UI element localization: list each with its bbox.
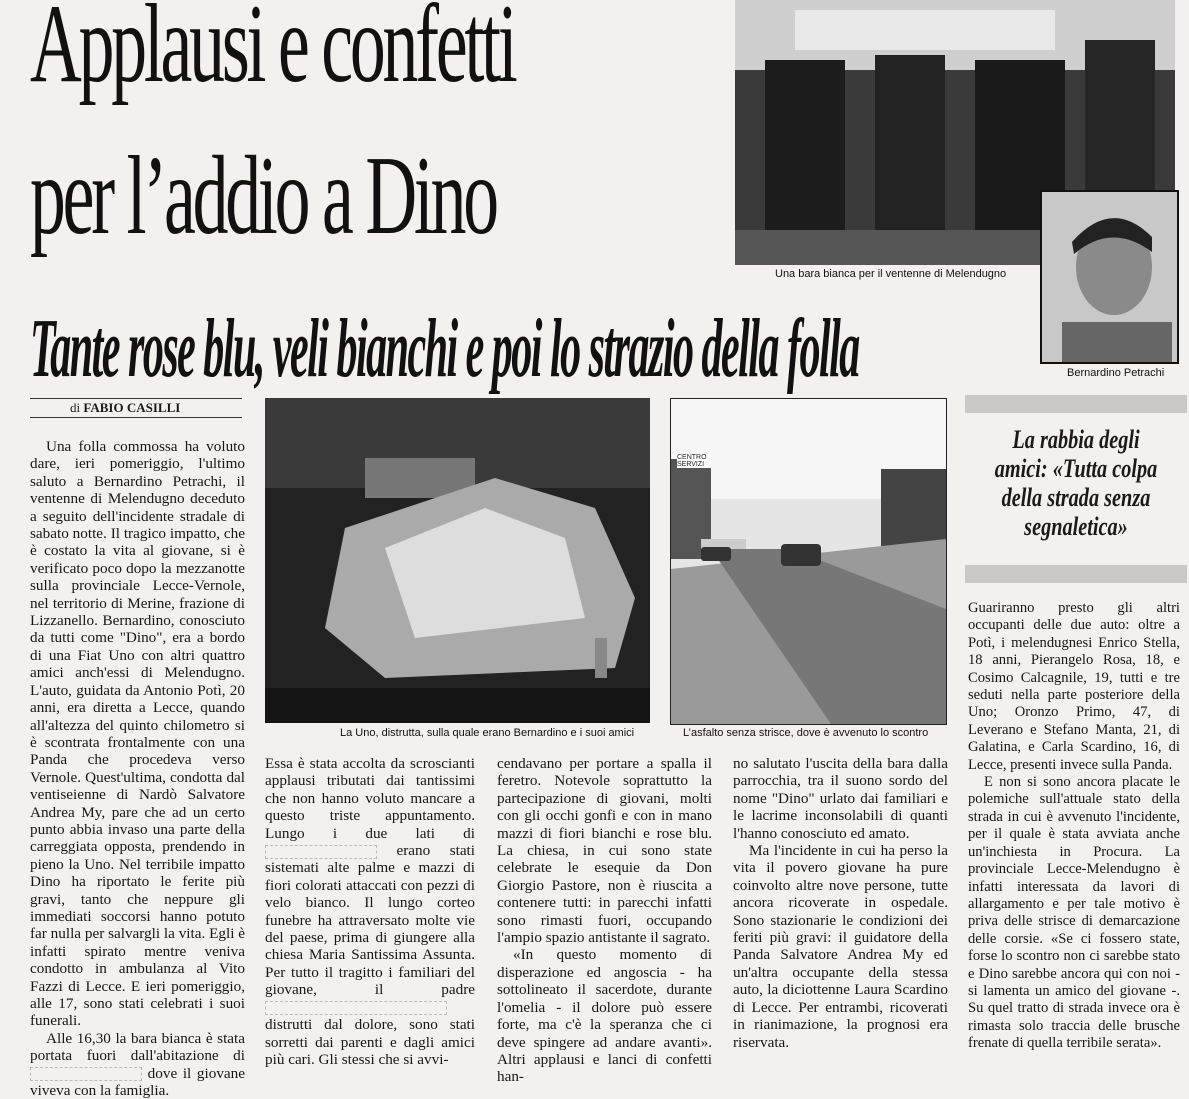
col3-paragraph-2: «In questo momento di disperazione ed angoscia - ha sottolineato il sacerdote, durante l'omelia - il dolore può essere forte, ma c'è la speranza che ci deve spingere ad andare avanti». Altri applausi e lanci di confetti han- — [497, 946, 712, 1086]
sidebar-box — [965, 395, 1187, 585]
sidebar-body — [968, 600, 1180, 1053]
sidebar-paragraph-1: Guariranno presto gli altri occupanti delle due auto: oltre a Potì, i melendugnesi Enrico Stella, 18 anni, Pierangelo Rosa, 18, e Cosimo Calcagnile, 19, tutti e tre seduti nella parte posteriore della Uno; Oronzo Primo, 47, di Leverano e Stefano Manta, 21, di Galatina, e Carla Scardino, 16, di Lecce, presenti invece sulla Panda. — [968, 600, 1180, 773]
article-column-4 — [733, 755, 948, 1051]
car-caption: La Uno, distrutta, sulla quale erano Bernardino e i suoi amici — [340, 727, 635, 739]
article-column-3 — [497, 755, 712, 1086]
subheadline: Tante rose blu, veli bianchi e poi lo strazio della folla — [30, 302, 859, 395]
col1-paragraph-2 — [30, 1030, 245, 1099]
col1-p2-part-a: Alle 16,30 la bara bianca è stata portata fuori dall'abitazione di — [30, 1029, 245, 1065]
road-caption: L’asfalto senza strisce, dove è avvenuto lo scontro — [683, 727, 929, 739]
headline-line-1: Applausi e confetti — [30, 0, 515, 106]
article-column-1 — [30, 438, 245, 1099]
road-photo-image — [671, 399, 946, 724]
redacted-address — [30, 1067, 142, 1081]
col2-part-a: Essa è stata accolta da scroscianti applausi tributati dai tantissimi che non hanno voluto mancare a questo triste appuntamento. Lungo i due lati di — [265, 755, 475, 842]
col4-paragraph-2: Ma l'incidente in cui ha perso la vita il povero giovane ha pure coinvolto altre nove persone, tutte ancora ricoverate in ospedale. Sono stazionarie le condizioni dei feriti più gravi: il guidatore della Panda Salvatore Andrea My ed un'altra occupante della stessa auto, la diciottenne Laura Scardino di Lecce. Per entrambi, ricoverati in rianimazione, la prognosi era riservata. — [733, 842, 948, 1051]
car-photo-image — [265, 398, 650, 723]
portrait-image — [1042, 192, 1177, 362]
col4-paragraph-1: no salutato l'uscita della bara dalla parrocchia, tra il suono sordo del nome "Dino" urlato dai familiari e le lacrime inconsolabili di quanti l'hanno conosciuto ed amato. — [733, 755, 948, 842]
col2-part-b: erano stati sistemati alte palme e mazzi di fiori colorati attaccati con pezzi di velo bianco. Il lungo corteo funebre ha attraversato molte vie del paese, prima di giungere alla chiesa Maria Santissima Assunta. Per tutto il tragitto i familiari del giovane, il padre — [265, 842, 475, 999]
col2-part-c: distrutti dal dolore, sono stati sorretti dai parenti e dagli amici più cari. Gli stessi che si avvi- — [265, 1016, 475, 1068]
headline-line-2: per l’addio a Dino — [30, 134, 496, 258]
road-photo — [670, 398, 947, 725]
col2-paragraph — [265, 755, 475, 1068]
car-photo — [265, 398, 650, 723]
sidebar-paragraph-2: E non si sono ancora placate le polemiche sull'attuale stato della strada in cui è avvenuto l'incidente, per il quale è stata avviata anche un'inchiesta in Procura. La provinciale Lecce-Melendugno è infatti interessata da lavori di allargamento e per tale motivo è priva delle strisce di demarcazione delle corsie. «Se ci fossero state, forse lo scontro non ci sarebbe stato e Dino sarebbe ancora qui con noi - si lamenta un amico del giovane -. Su quel tratto di strada invece ora è rimasta solo traccia delle brusche frenate di quella terribile serata». — [968, 774, 1180, 1052]
sidebar-top-bar — [965, 395, 1187, 413]
col1-p2-part-b: dove il giovane viveva con la famiglia. — [30, 1064, 245, 1099]
sidebar-bottom-bar — [965, 565, 1187, 583]
byline — [30, 398, 242, 418]
procession-caption: Una bara bianca per il ventenne di Melendugno — [775, 268, 1007, 280]
byline-prefix: di — [70, 400, 81, 415]
portrait-photo — [1040, 190, 1179, 364]
redacted-parents — [265, 1001, 447, 1015]
redacted-street — [265, 845, 377, 859]
portrait-caption: Bernardino Petrachi — [1067, 367, 1165, 379]
sidebar-title: La rabbia degli amici: «Tutta colpa della strada senza segnaletica» — [994, 425, 1158, 541]
col3-paragraph-1: cendavano per portare a spalla il feretro. Notevole soprattutto la partecipazione di giovani, molti con gli occhi gonfi e con in mano mazzi di fiori bianchi e rose blu. La chiesa, in cui sono state celebrate le esequie da Don Giorgio Pastore, non è riuscita a contenere tutti: in parecchi infatti sono rimasti fuori, occupando l'ampio spazio antistante il sagrato. — [497, 755, 712, 947]
article-column-2 — [265, 755, 475, 1068]
byline-author: FABIO CASILLI — [83, 400, 181, 415]
road-sign: CENTRO SERVIZI — [677, 454, 711, 468]
col1-paragraph-1: Una folla commossa ha voluto dare, ieri pomeriggio, l'ultimo saluto a Bernardino Petrachi, il ventenne di Melendugno deceduto a seguito dell'incidente stradale di sabato notte. Il tragico impatto, che è costato la vita al giovane, si è verificato poco dopo la mezzanotte sulla provinciale Lecce-Vernole, nel territorio di Merine, frazione di Lizzanello. Bernardino, conosciuto da tutti come "Dino", era a bordo di una Fiat Uno con altri quattro amici anch'essi di Melendugno. L'auto, guidata da Antonio Potì, 20 anni, era diretta a Lecce, quando all'altezza del quinto chilometro si è scontrata frontalmente con una Panda che procedeva verso Vernole. Quest'ultima, condotta dal ventiseienne di Nardò Salvatore Andrea My, pare che ad un certo punto abbia invaso una parte della carreggiata opposta, prendendo in pieno la Uno. Nel terribile impatto Dino ha riportato le ferite più gravi, tanto che neppure gli immediati soccorsi hanno potuto far nulla per salvargli la vita. Egli è infatti spirato mentre veniva condotto in ambulanza al Vito Fazzi di Lecce. E ieri pomeriggio, alle 17, sono stati celebrati i suoi funerali. — [30, 438, 245, 1030]
